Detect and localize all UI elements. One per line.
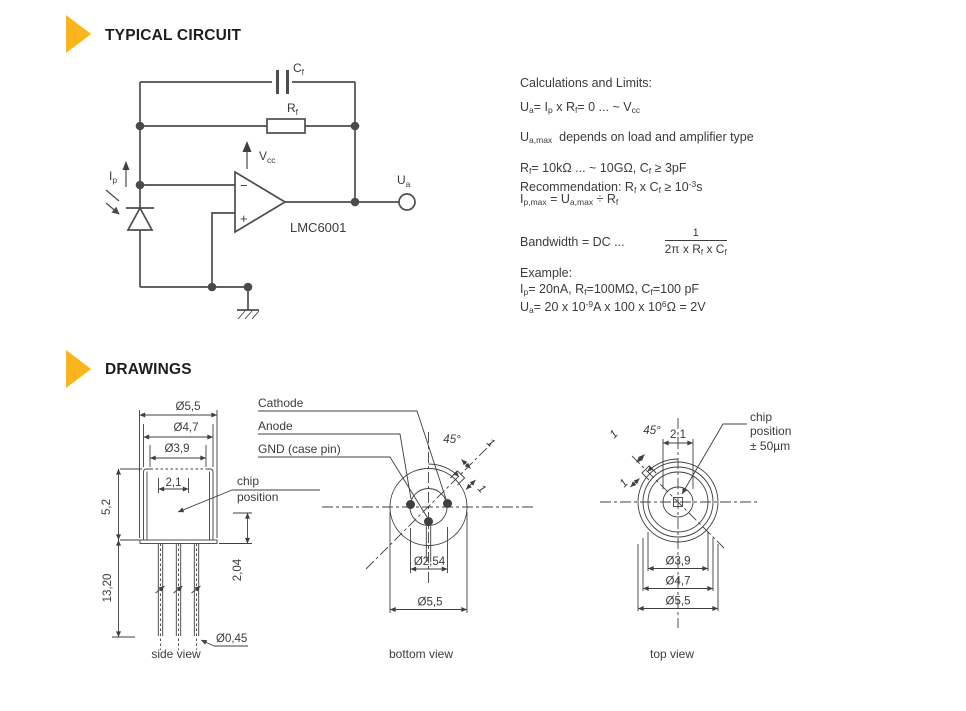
formula-ipmax: $I_{p,max} = U_{a,max} \div R_f$ <box>520 192 619 207</box>
svg-text:Cf: $C_f$ <box>293 61 305 77</box>
bandwidth-label: Bandwidth = DC ... <box>520 235 625 249</box>
photocurrent-arrow <box>109 161 130 187</box>
svg-text:Ip: $I_p$ <box>109 169 118 185</box>
formula-rf-cf-range: $R_f= 10k\Omega$ ... ~ 10GΩ, $C_f \ge 3pF$ <box>520 161 687 176</box>
opamp <box>235 172 346 235</box>
top-view-caption: top view <box>649 647 695 661</box>
dim-side-lead-dia: Ø0,45 <box>216 633 248 645</box>
chip-position-label: chip <box>750 410 773 424</box>
fraction-numerator: 1 <box>665 227 727 241</box>
dim-bottom-pin-circle: Ø2,54 <box>413 556 446 568</box>
dim-bottom-tab-angle: 45° <box>443 434 461 446</box>
chip-position-label: chip <box>237 474 260 488</box>
example-values: $I_p= 20nA$, $R_f=100M\Omega$, $C_f=100$ pF <box>520 282 700 297</box>
side-view-caption: side view <box>151 647 201 661</box>
formula-output-voltage: $U_a= I_p$ x $R_f= 0$ ... ~ $V_{cc}$ <box>520 100 641 115</box>
dim-top-inner-dia: Ø3,9 <box>665 555 691 568</box>
formula-uamax-note: $U_{a,max}$ depends on load and amplifier type <box>520 130 754 145</box>
dim-side-body-height: 5,2 <box>101 499 113 515</box>
side-view-drawing <box>101 401 320 661</box>
dim-bottom-tab-width: 1 <box>483 436 497 450</box>
dim-top-tab-width: 1 <box>607 428 621 442</box>
photodiode <box>106 190 154 230</box>
example-result: $U_a= 20$ x $10^{-9}A$ x 100 x $10^6\Omega = 2V$ <box>520 299 706 315</box>
fraction-denominator: 2π x $R_f$ x $C_f$ <box>664 242 727 257</box>
bottom-view-drawing <box>258 396 536 661</box>
example-heading: Example: <box>520 266 573 280</box>
opamp-part-number: LMC6001 <box>290 220 347 235</box>
dim-bottom-tab-depth: 1 <box>474 482 488 496</box>
dim-top-chip-width: 2,1 <box>670 429 686 441</box>
dim-top-tab-angle: 45° <box>643 425 661 437</box>
dim-bottom-case-dia: Ø5,5 <box>417 596 443 609</box>
feedback-capacitor <box>278 61 305 94</box>
section-title-drawings: DRAWINGS <box>105 361 192 378</box>
dim-side-chip-width: 2,1 <box>165 477 182 489</box>
svg-text:position: position <box>750 424 792 438</box>
svg-text:Ua: $U_a$ <box>397 173 411 189</box>
light-arrows-icon <box>106 190 119 214</box>
ground-symbol <box>237 310 259 319</box>
pin-label-cathode: Cathode <box>258 396 304 410</box>
dim-top-mid-dia: Ø4,7 <box>665 575 691 588</box>
dim-side-outer-dia: Ø5,5 <box>175 401 201 413</box>
dim-side-lead-length: 13,20 <box>102 573 114 603</box>
pin-label-anode: Anode <box>258 419 293 433</box>
dim-side-mid-dia: Ø4,7 <box>173 422 199 434</box>
dim-side-inner-dia: Ø3,9 <box>164 443 190 455</box>
opamp-noninverting-input: + <box>240 211 248 226</box>
dim-top-outer-dia: Ø5,5 <box>665 595 691 608</box>
dim-side-chip-height: 2,04 <box>232 558 244 582</box>
calculations-heading: Calculations and Limits: <box>520 76 653 90</box>
package-leads <box>156 544 201 651</box>
section-title-typical-circuit: TYPICAL CIRCUIT <box>105 27 242 44</box>
svg-text:Vcc: $V_{cc}$ <box>259 149 276 165</box>
svg-text:± 50µm: ± 50µm <box>750 439 791 453</box>
svg-text:Rf: $R_f$ <box>287 101 299 117</box>
dim-top-tab-depth: 1 <box>617 477 631 491</box>
feedback-resistor <box>267 101 305 133</box>
output-terminal <box>397 173 415 210</box>
bottom-view-caption: bottom view <box>388 647 454 661</box>
supply-arrow <box>243 141 277 169</box>
opamp-inverting-input: − <box>240 178 248 193</box>
formula-recommendation: Recommendation: $R_f$ x $C_f \ge 10^{-3}s$ <box>520 179 703 195</box>
top-view-drawing <box>600 410 791 661</box>
pin-label-gnd: GND (case pin) <box>258 442 341 456</box>
svg-text:position: position <box>237 490 279 504</box>
circuit-diagram <box>106 61 415 319</box>
